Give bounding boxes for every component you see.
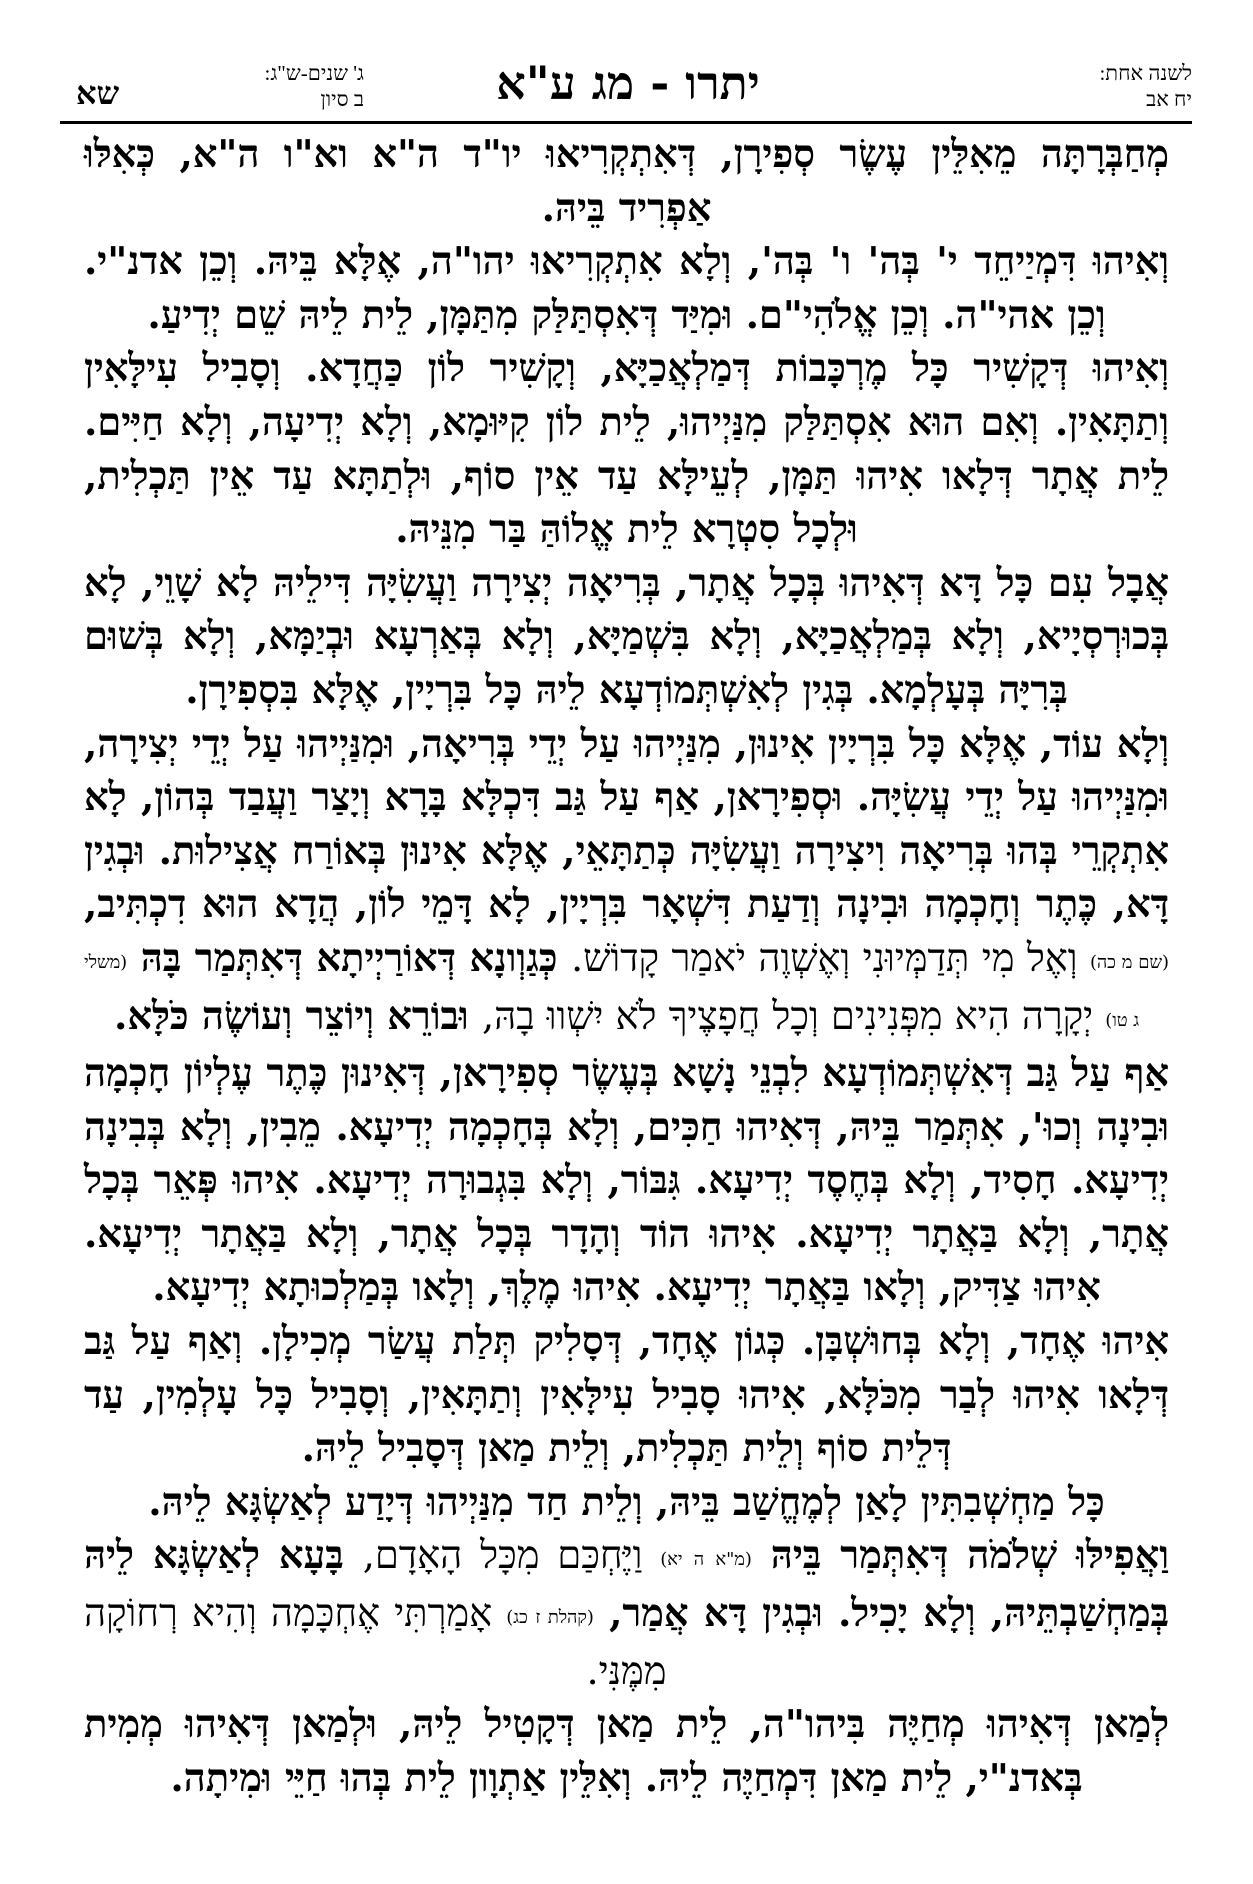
- verse-quote: וַיֶּחְכַּם מִכָּל הָאָדָם,: [362, 1533, 661, 1579]
- scripture-reference: (משלי ג טו): [84, 951, 1139, 1031]
- paragraph-text: וּבוֹרֵא וְיוֹצֵר וְעוֹשֶׂה כֹּלָּא.: [114, 993, 482, 1039]
- schedule-one-year-date: יח אב: [1146, 87, 1192, 111]
- paragraph: [84, 235, 1169, 342]
- schedule-one-year-label: לשנה אחת:: [1099, 61, 1192, 85]
- body-text: [84, 128, 1169, 1805]
- paragraph-text: כָּל מַחְשְׁבִתִּין לָאַן לְמֶחֱשַׁב בֵּיהּ, וְלֵית חַד מִנַּיְיהוּ דְּיָדַע לְאַשְׂגָּא לֵיהּ.: [148, 1479, 1105, 1525]
- paragraph: [84, 128, 1169, 235]
- paragraph-text: מְחַבְּרָתָּה מֵאִלֵּין עֶשֶׂר סְפִירָן, דְּאִתְקְרִיאוּ יו"ד ה"א וא"ו ה"א, כְּאִלּוּ אַפְרִיד בֵּיהּ.: [84, 132, 1169, 231]
- verse-quote: וְאֶל מִי תְּדַמְּיוּנִי וְאֶשְׁוֶה יֹאמַר קָדוֹשׁ.: [571, 935, 1090, 981]
- paragraph-text: וַאֲפִילּוּ שְׁלֹמֹה דְּאִתְּמַר בֵּיהּ: [751, 1533, 1169, 1579]
- paragraph: [84, 1047, 1169, 1315]
- paragraph-text: בָּעָא לְאַשְׂגָּא לֵיהּ בְּמַחְשַׁבְתֵּיהּ, וְלָא יָכִיל. וּבְגִין דָּא אֲמַר,: [84, 1533, 1169, 1637]
- header-rule: [60, 121, 1192, 124]
- page-header: [64, 50, 1192, 120]
- paragraph-text: כְּגַוְונָא דְּאוֹרַיְיתָא דְּאִתְּמַר בָּהּ: [127, 935, 572, 981]
- paragraph: [84, 718, 1169, 1048]
- schedule-three-year-label: ג' שנים-ש"ג:: [264, 61, 364, 85]
- scripture-reference: (שם מ כה): [1089, 951, 1169, 973]
- schedule-three-year-date: ב סיון: [320, 87, 364, 111]
- page-title: יתרו - מג ע"א: [496, 56, 760, 110]
- paragraph-text: אַף עַל גַּב דְּאִשְׁתְּמוֹדְעָא לִבְנֵי נָשָׁא בְּעֶשֶׂר סְפִירָאן, דְּאִינוּן כֶּתֶר עֶלְיוֹן חָכְמָה וּבִינָה וְכוּ', אִתְּמַר בֵּיהּ, דְּאִיהוּ חַכִּים, וְלָא בְּחָכְמָה יְדִיעָא. מֵבִין, וְלָא בְּבִינָה יְדִיעָא. חָסִיד, וְלָא בְּחֶסֶד יְדִיעָא. גִּבּוֹר, וְלָא בִּגְבוּרָה יְדִיעָא. אִיהוּ פְּאֵר בְּכָל אֲתָר, וְלָא בַּאֲתָר יְדִיעָא. אִיהוּ הוֹד וְהָדָר בְּכָל אֲתָר, וְלָא בַּאֲתָר יְדִיעָא. אִיהוּ צַדִּיק, וְלָאו בַּאֲתָר יְדִיעָא. אִיהוּ מֶלֶךְ, וְלָאו בְּמַלְכוּתָא יְדִיעָא.: [84, 1051, 1169, 1311]
- page-number: שא: [76, 74, 120, 112]
- paragraph-text: אֲבָל עִם כָּל דָּא דְּאִיהוּ בְּכָל אֲתָר, בְּרִיאָה יְצִירָה וַעֲשִׂיָּה דִּילֵיהּ לָא שָׁוֵי, לָא בְּכוּרְסְיָיא, וְלָא בְּמַלְאֲכַיָּא, וְלָא בִּשְׁמַיָּא, וְלָא בְּאַרְעָא וּבְיַמָּא, וְלָא בְּשׁוּם בְּרִיָּה בְּעָלְמָא. בְּגִין לְאִשְׁתְּמוֹדְעָא לֵיהּ כָּל בִּרְיָין, אֶלָּא בִּסְפִירָן.: [84, 560, 1169, 713]
- paragraph-text: וְלָא עוֹד, אֶלָּא כָּל בִּרְיָין אִינוּן, מִנַּיְיהוּ עַל יְדֵי בְּרִיאָה, וּמִנַּיְיהוּ עַל יְדֵי יְצִירָה, וּמִנַּיְיהוּ עַל יְדֵי עֲשִׂיָּה. וּסְפִירָאן, אַף עַל גַּב דִּכְלָּא בָּרָא וְיָצַר וַעֲבַד בְּהוֹן, לָא אִתְקְרֵי בְּהוּ בְּרִיאָה וִיצִירָה וַעֲשִׂיָּה כְּתַתָּאֵי, אֶלָּא אִינוּן בְּאוֹרַח אֲצִילוּת. וּבְגִין דָּא, כֶּתֶר וְחָכְמָה וּבִינָה וְדַעַת דִּשְׁאָר בִּרְיָין, לָא דָּמֵי לוֹן, הֲדָא הוּא דִכְתִּיב,: [84, 721, 1169, 928]
- paragraph: [84, 1315, 1169, 1476]
- paragraph: [84, 1529, 1169, 1698]
- paragraph: [84, 557, 1169, 718]
- paragraph-text: וְאִיהוּ דְּקָשִׁיר כָּל מֶרְכָּבוֹת דְּמַלְאֲכַיָּא, וְקָשִׁיר לוֹן כַּחֲדָא. וְסָבִיל עִילָּאִין וְתַתָּאִין. וְאִם הוּא אִסְתַּלַּק מִנַּיְיהוּ, לֵית לוֹן קִיּוּמָא, וְלָא יְדִיעָה, וְלָא חַיִּים. לֵית אֲתָר דְּלָאו אִיהוּ תַּמָּן, לְעֵילָּא עַד אֵין סוֹף, וּלְתַתָּא עַד אֵין תַּכְלִית, וּלְכָל סִטְרָא לֵית אֱלוֹהַּ בַּר מִנֵּיהּ.: [84, 346, 1169, 553]
- paragraph-text: לְמַאן דְּאִיהוּ מְחַיֶּה בִּיהו"ה, לֵית מַאן דְּקָטִיל לֵיהּ, וּלְמַאן דְּאִיהוּ מְמִית בְּאדנ"י, לֵית מַאן דִּמְחַיֶּה לֵיהּ. וְאִלֵּין אַתְוָון לֵית בְּהוּ חַיֵּי וּמִיתָה.: [84, 1702, 1169, 1801]
- paragraph: [84, 1698, 1169, 1805]
- paragraph-text: וְאִיהוּ דִּמְיַיחֵד י' בְּה' ו' בְּה', וְלָא אִתְקְרִיאוּ יהו"ה, אֶלָּא בֵּיהּ. וְכֵן אדנ"י. וְכֵן אהי"ה. וְכֵן אֱלֹהִי"ם. וּמִיַּד דְּאִסְתַּלַּק מִתַּמָּן, לֵית לֵיהּ שֵׁם יְדִיעַ.: [84, 239, 1169, 338]
- paragraph-text: אִיהוּ אֶחָד, וְלָא בְּחוּשְׁבָּן. כְּגוֹן אֶחָד, דְּסָלִיק תְּלַת עֲשַׂר מְכִילָן. וְאַף עַל גַּב דְּלָאו אִיהוּ לְבַר מִכֹּלָּא, אִיהוּ סָבִיל עִילָּאִין וְתַתָּאִין, וְסָבִיל כָּל עָלְמִין, עַד דְּלֵית סוֹף וְלֵית תַּכְלִית, וְלֵית מַאן דְּסָבִיל לֵיהּ.: [84, 1319, 1169, 1472]
- schedule-three-year-text: [265, 60, 364, 112]
- paragraph: [84, 342, 1169, 556]
- scripture-reference: (קהלת ז כג): [506, 1607, 594, 1629]
- verse-quote: יְקָרָה הִיא מִפְּנִינִים וְכָל חֲפָצֶיךָ לֹא יִשְׁווּ בָהּ,: [481, 993, 1106, 1039]
- scripture-reference: (מ"א ה יא): [660, 1549, 752, 1571]
- paragraph: [84, 1476, 1169, 1530]
- verse-quote: אָמַרְתִּי אֶחְכָּמָה וְהִיא רְחוֹקָה מִמֶּנִּי.: [84, 1591, 667, 1694]
